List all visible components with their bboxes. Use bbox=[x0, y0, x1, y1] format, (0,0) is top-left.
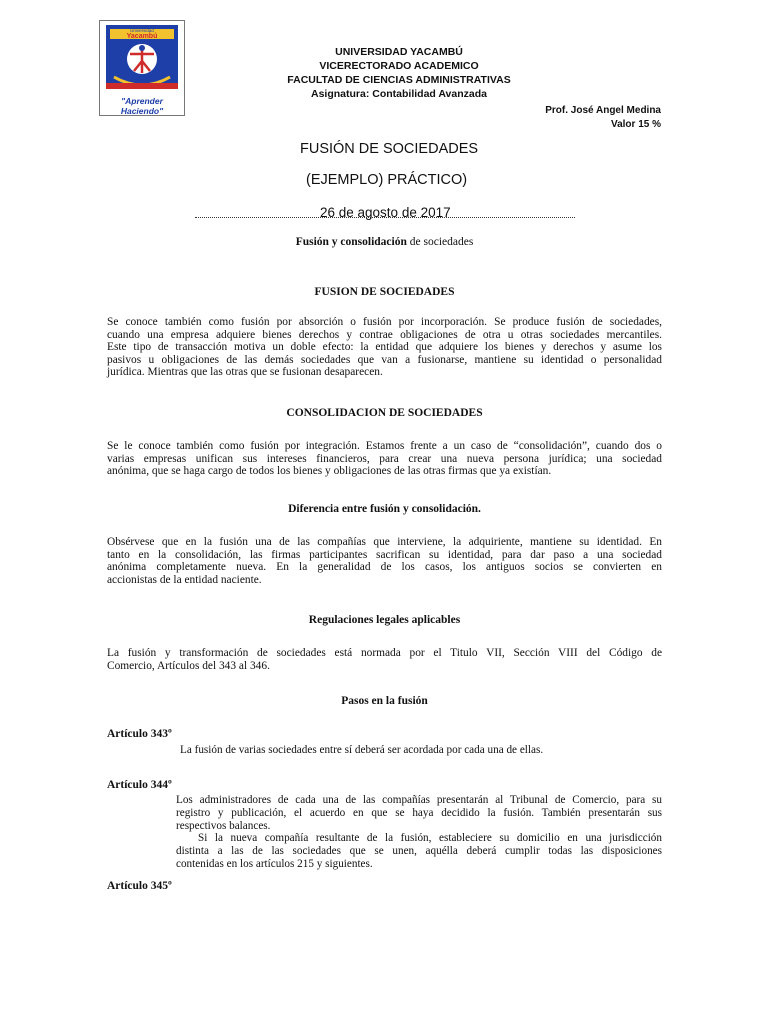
article-344-line: contenidas en los artículos 215 y siguientes. bbox=[176, 857, 373, 870]
article-344-line: respectivos balances. bbox=[176, 819, 271, 832]
consolidacion-heading: CONSOLIDACION DE SOCIEDADES bbox=[286, 407, 483, 419]
document-subtitle: (EJEMPLO) PRÁCTICO) bbox=[306, 172, 468, 188]
fusion-line: cuando una empresa adquiere bienes derechos y contrae obligaciones de otra u otras sociedades mercantiles. bbox=[107, 328, 662, 341]
article-344-text bbox=[176, 794, 662, 871]
valor-label: Valor 15 % bbox=[610, 119, 661, 130]
logo-name-text: Yacambú bbox=[126, 33, 158, 40]
regulaciones-heading: Regulaciones legales aplicables bbox=[308, 614, 461, 626]
pasos-heading: Pasos en la fusión bbox=[341, 695, 428, 707]
logo-motto: "Aprender Haciendo" bbox=[120, 96, 164, 116]
article-344-line: Los administradores de cada una de las compañías presentarán al Tribunal de Comercio, para su bbox=[176, 794, 662, 806]
consolidacion-line: varias empresas unifican sus intereses financieros, para crear una nueva persona jurídica; una sociedad bbox=[107, 452, 662, 465]
article-344-title: Artículo 344º bbox=[107, 779, 172, 791]
professor-name: Prof. José Angel Medina bbox=[545, 105, 661, 116]
fusion-line: Se conoce también como fusión por absorción o fusión por incorporación. Se produce fusión de sociedades, bbox=[107, 316, 662, 328]
diferencia-heading: Diferencia entre fusión y consolidación. bbox=[288, 503, 481, 515]
regulaciones-paragraph bbox=[107, 647, 662, 672]
article-343-text: La fusión de varias sociedades entre sí deberá ser acordada por cada una de ellas. bbox=[180, 744, 544, 756]
intro-rest: de sociedades bbox=[406, 236, 474, 248]
fusion-line: jurídica. Mientras que las otras que se fusionan desaparecen. bbox=[107, 366, 383, 379]
diferencia-line: Obsérvese que en la fusión una de las compañías que interviene, la adquiriente, mantiene su identidad. En bbox=[107, 536, 662, 548]
logo-top-text: Universidad bbox=[130, 28, 154, 33]
regulaciones-line: Comercio, Artículos del 343 al 346. bbox=[107, 659, 270, 672]
article-344-line: Si la nueva compañía resultante de la fusión, estableciere su domicilio en una jurisdicción bbox=[198, 832, 662, 845]
diferencia-line: accionistas de la entidad naciente. bbox=[107, 573, 262, 586]
document-date: 26 de agosto de 2017 bbox=[320, 205, 451, 220]
article-343-title: Artículo 343º bbox=[107, 728, 172, 740]
consolidacion-line: anónima, que se haga cargo de todos los bienes y obligaciones de las otras firmas que ya existían. bbox=[107, 465, 552, 478]
fusion-line: pasivos u obligaciones de las demás sociedades que van a fusionarse, mantiene su identidad o personalidad bbox=[107, 353, 662, 366]
article-344-line: registro y publicación, el acuerdo en que se haya decidido la fusión. También presentarán sus bbox=[176, 806, 662, 819]
intro-bold: Fusión y consolidación bbox=[295, 236, 407, 248]
diferencia-line: anónima completamente nueva. En la generalidad de los casos, los antiguos socios se convierten en bbox=[107, 561, 662, 574]
regulaciones-line: La fusión y transformación de sociedades está normada por el Titulo VII, Sección VIII del Código de bbox=[107, 647, 662, 659]
fusion-heading: FUSION DE SOCIEDADES bbox=[314, 286, 455, 298]
header-facultad: FACULTAD DE CIENCIAS ADMINISTRATIVAS bbox=[287, 74, 511, 86]
document-title: FUSIÓN DE SOCIEDADES bbox=[300, 141, 479, 157]
header-vicerrectorado: VICERECTORADO ACADEMICO bbox=[319, 60, 479, 72]
university-logo bbox=[99, 20, 185, 116]
article-344-line: distinta a las de las sociedades que se unen, aquélla deberá cumplir todas las disposiciones bbox=[176, 845, 662, 858]
consolidacion-line: Se le conoce también como fusión por integración. Estamos frente a un caso de “consolidación”, cuando dos o bbox=[107, 440, 662, 452]
diferencia-line: tanto en la consolidación, las firmas participantes sacrifican su identidad, para dar paso a una sociedad bbox=[107, 548, 662, 561]
fusion-paragraph bbox=[107, 316, 662, 379]
diferencia-paragraph bbox=[107, 536, 662, 586]
intro-line bbox=[107, 236, 662, 248]
header-university: UNIVERSIDAD YACAMBÚ bbox=[335, 46, 463, 58]
fusion-line: Este tipo de transacción motiva un doble efecto: la entidad que adquiere los bienes y derechos y asume los bbox=[107, 341, 662, 354]
article-345-title: Artículo 345º bbox=[107, 880, 172, 892]
consolidacion-paragraph bbox=[107, 440, 662, 478]
header-asignatura: Asignatura: Contabilidad Avanzada bbox=[311, 88, 487, 100]
